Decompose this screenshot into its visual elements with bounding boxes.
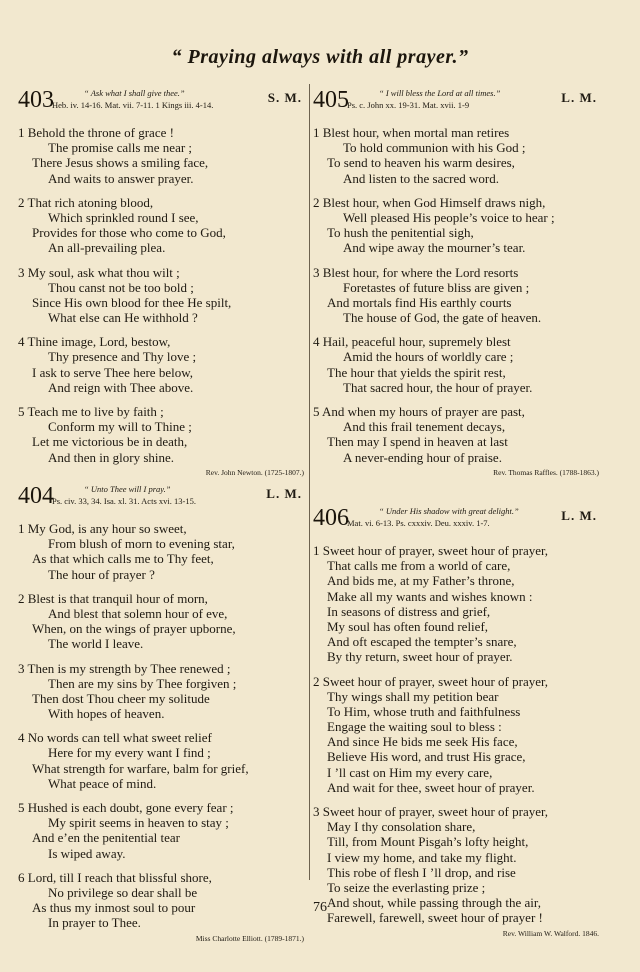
- hymn-author: Rev. John Newton. (1725-1807.): [205, 467, 304, 477]
- verse-line: And listen to the sacred word.: [343, 170, 499, 186]
- verse: [18, 661, 308, 722]
- verse-line: The world I leave.: [48, 636, 144, 652]
- verse-line: 1 My God, is any hour so sweet,: [18, 521, 187, 536]
- verse-line: 5 Teach me to live by faith ;: [18, 404, 164, 419]
- verse-line: That calls me from a world of care,: [327, 558, 511, 574]
- verse-line: Then are my sins by Thee forgiven ;: [48, 675, 237, 691]
- hymn-references: Mat. vi. 6-13. Ps. cxxxiv. Deu. xxxiv. 1-7.: [347, 518, 490, 528]
- verse-line: 4 Thine image, Lord, bestow,: [18, 334, 171, 350]
- verse-line: 4 No words can tell what sweet relief: [18, 730, 212, 746]
- verse-line: In prayer to Thee.: [48, 915, 141, 931]
- verse: [18, 800, 308, 861]
- verse-line: As thus my inmost soul to pour: [32, 900, 196, 916]
- hymn-author: Miss Charlotte Elliott. (1789-1871.): [195, 933, 304, 943]
- verse-line: Since His own blood for thee He spilt,: [32, 294, 232, 310]
- verse-line: I ’ll cast on Him my every care,: [327, 764, 493, 780]
- hymn-403: [18, 88, 308, 477]
- verse-line: What peace of mind.: [48, 775, 157, 791]
- page-number: 76: [313, 900, 327, 915]
- hymn-meter: L. M.: [561, 90, 597, 105]
- verse-line: There Jesus shows a smiling face,: [32, 155, 209, 171]
- verse-line: Till, from Mount Pisgah’s lofty height,: [327, 834, 529, 850]
- verse-line: That sacred hour, the hour of prayer.: [343, 379, 533, 395]
- verse-line: No privilege so dear shall be: [48, 884, 198, 900]
- verse-line: And reign with Thee above.: [48, 379, 194, 395]
- verse-line: The hour of prayer ?: [48, 566, 155, 582]
- verse-line: To hush the penitential sigh,: [327, 225, 474, 241]
- page-title: “ Praying always with all prayer.”: [171, 46, 469, 68]
- verse-line: And oft escaped the tempter’s snare,: [327, 634, 517, 650]
- hymn-header: [313, 506, 603, 534]
- verse-line: Provides for those who come to God,: [32, 225, 226, 241]
- verse-line: 6 Lord, till I reach that blissful shore,: [18, 869, 212, 885]
- verse-line: And mortals find His earthly courts: [327, 294, 512, 310]
- verse: [18, 521, 308, 582]
- hymn-header: [313, 88, 603, 116]
- verse-line: 1 Sweet hour of prayer, sweet hour of prayer,: [313, 543, 549, 558]
- verse-line: The hour that yields the spirit rest,: [327, 364, 506, 380]
- verse-line: 1 Blest hour, when mortal man retires: [313, 125, 510, 140]
- verse-line: 4 Hail, peaceful hour, supremely blest: [313, 334, 511, 350]
- verse-line: To seize the everlasting prize ;: [327, 879, 486, 895]
- verse-line: Foretastes of future bliss are given ;: [343, 279, 530, 295]
- verse: [313, 265, 603, 326]
- verse-line: And shout, while passing through the air,: [327, 895, 541, 911]
- verse-line: 2 Blest hour, when God Himself draws nigh,: [313, 194, 546, 210]
- verse-line: Is wiped away.: [48, 845, 126, 861]
- verse-line: Farewell, farewell, sweet hour of prayer !: [327, 910, 543, 926]
- verse-line: An all-prevailing plea.: [48, 240, 166, 256]
- verse-line: To hold communion with his God ;: [343, 140, 526, 156]
- verse-line: Make all my wants and wishes known :: [327, 588, 533, 604]
- verse-line: The promise calls me near ;: [48, 140, 193, 156]
- verse-line: Here for my every want I find ;: [48, 745, 211, 761]
- verse-line: 3 Sweet hour of prayer, sweet hour of prayer,: [313, 804, 549, 819]
- verse-line: May I thy consolation share,: [327, 819, 476, 835]
- verse: [18, 125, 308, 186]
- verse-line: Then may I spend in heaven at last: [327, 434, 508, 450]
- verse-line: My soul has often found relief,: [327, 618, 489, 634]
- verse-line: By thy return, sweet hour of prayer.: [327, 649, 513, 665]
- verse-line: Well pleased His people’s voice to hear ;: [343, 209, 555, 225]
- hymn-header: [18, 88, 308, 116]
- hymn-number: 406: [313, 505, 349, 531]
- hymn-number: 403: [18, 87, 54, 113]
- verse: [313, 404, 603, 465]
- verse-line: And wait for thee, sweet hour of prayer.: [327, 779, 535, 795]
- verse-line: Let me victorious be in death,: [32, 434, 188, 450]
- hymn-405: [313, 88, 603, 477]
- verse: [313, 334, 603, 395]
- verse: [18, 730, 308, 791]
- verse-line: To Him, whose truth and faithfulness: [327, 703, 521, 719]
- hymn-number: 405: [313, 87, 349, 113]
- hymn-meter: L. M.: [266, 486, 302, 501]
- verse-line: And waits to answer prayer.: [48, 170, 194, 186]
- hymn-author: Rev. Thomas Raffles. (1788-1863.): [493, 467, 599, 477]
- hymn-meter: L. M.: [561, 508, 597, 523]
- verse: [313, 125, 603, 186]
- verse: [18, 195, 308, 256]
- hymn-epigraph: “ Unto Thee will I pray.”: [84, 484, 171, 494]
- hymn-references: Ps. civ. 33, 34. Isa. xl. 31. Acts xvi. 13-15.: [52, 496, 196, 506]
- verse-line: From blush of morn to evening star,: [48, 536, 235, 552]
- verse-line: What strength for warfare, balm for grief,: [32, 760, 249, 776]
- verse-line: The house of God, the gate of heaven.: [343, 310, 542, 326]
- hymn-epigraph: “ Ask what I shall give thee.”: [84, 88, 185, 98]
- verse-line: Which sprinkled round I see,: [48, 209, 199, 225]
- verse-line: Conform my will to Thine ;: [48, 419, 192, 435]
- verse: [18, 265, 308, 326]
- verse: [313, 543, 603, 665]
- hymn-meter: S. M.: [267, 90, 302, 105]
- hymn-404: [18, 484, 308, 943]
- verse-line: Thy presence and Thy love ;: [48, 349, 197, 365]
- verse: [18, 591, 308, 652]
- verse-line: I ask to serve Thee here below,: [32, 364, 193, 380]
- verse-line: Engage the waiting soul to bless :: [327, 719, 502, 735]
- verse-line: This robe of flesh I ’ll drop, and rise: [327, 864, 516, 880]
- verse-line: 2 Blest is that tranquil hour of morn,: [18, 590, 208, 606]
- verse-line: A never-ending hour of praise.: [343, 449, 502, 465]
- hymn-header: [18, 484, 308, 512]
- verse-line: And blest that solemn hour of eve,: [48, 605, 228, 621]
- verse-line: With hopes of heaven.: [48, 706, 165, 722]
- verse-line: And e’en the penitential tear: [32, 830, 180, 846]
- verse-line: And bids me, at my Father’s throne,: [327, 573, 515, 589]
- hymn-references: Heb. iv. 14-16. Mat. vii. 7-11. 1 Kings iii. 4-14.: [52, 100, 214, 110]
- verse-line: As that which calls me to Thy feet,: [32, 551, 214, 567]
- verse-line: 2 That rich atoning blood,: [18, 194, 154, 210]
- verse: [313, 674, 603, 796]
- verse-line: 2 Sweet hour of prayer, sweet hour of prayer,: [313, 673, 549, 689]
- hymn-number: 404: [18, 483, 54, 509]
- verse-line: What else can He withhold ?: [48, 310, 198, 326]
- verse-line: Amid the hours of worldly care ;: [343, 349, 514, 365]
- verse-line: 3 Blest hour, for where the Lord resorts: [313, 264, 519, 280]
- verse-line: And then in glory shine.: [48, 449, 175, 465]
- verse-line: 5 Hushed is each doubt, gone every fear ;: [18, 800, 234, 815]
- verse-line: And this frail tenement decays,: [343, 419, 506, 435]
- hymn-references: Ps. c. John xx. 19-31. Mat. xvii. 1-9: [347, 100, 470, 110]
- hymn-author: Rev. William W. Walford. 1846.: [502, 928, 599, 938]
- verse-line: Thou canst not be too bold ;: [48, 279, 194, 295]
- verse-line: Thy wings shall my petition bear: [327, 688, 499, 704]
- hymn-406: [313, 506, 603, 938]
- verse-line: 5 And when my hours of prayer are past,: [313, 404, 525, 419]
- verse-line: When, on the wings of prayer upborne,: [32, 621, 236, 637]
- verse-line: I view my home, and take my flight.: [327, 849, 517, 865]
- verse-line: Believe His word, and trust His grace,: [327, 749, 526, 765]
- hymn-epigraph: “ Under His shadow with great delight.”: [379, 506, 519, 516]
- verse-line: To send to heaven his warm desires,: [327, 155, 515, 171]
- verse-line: In seasons of distress and grief,: [327, 603, 491, 619]
- verse-line: And wipe away the mourner’s tear.: [343, 240, 526, 256]
- verse-line: Then dost Thou cheer my solitude: [32, 690, 210, 706]
- verse-line: 1 Behold the throne of grace !: [18, 125, 174, 140]
- column-divider: [309, 84, 310, 880]
- verse-line: 3 Then is my strength by Thee renewed ;: [18, 660, 231, 676]
- verse-line: My spirit seems in heaven to stay ;: [48, 815, 229, 831]
- verse: [18, 334, 308, 395]
- verse: [313, 195, 603, 256]
- hymn-epigraph: “ I will bless the Lord at all times.”: [379, 88, 501, 98]
- verse-line: 3 My soul, ask what thou wilt ;: [18, 264, 180, 280]
- verse-line: And since He bids me seek His face,: [327, 734, 518, 750]
- verse: [18, 404, 308, 465]
